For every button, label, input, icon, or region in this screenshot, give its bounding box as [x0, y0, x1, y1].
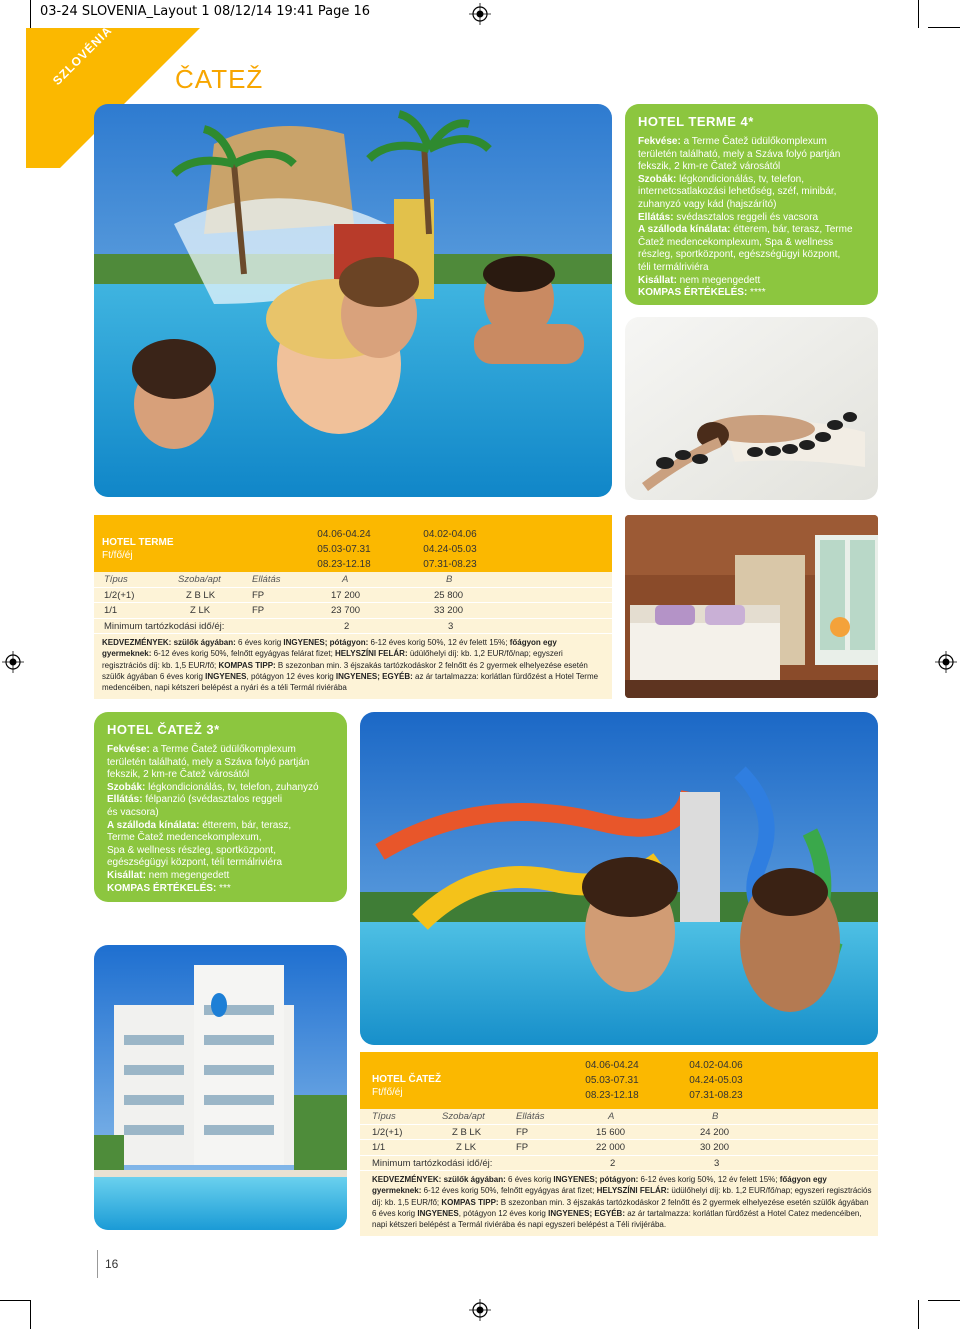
cell: 1/1 [104, 605, 118, 616]
info-line [107, 807, 337, 820]
col-b-header: B [712, 1111, 719, 1122]
info-line [107, 845, 337, 858]
note-key: INGYENES; pótágyon: [283, 638, 369, 647]
crop-mark [928, 27, 960, 28]
note-text: az ár tartalmazza: korlátlan fürdőzést a Hotel Terme medencéiben, napi kétszeri belépést a nyári és a téli Termál riviérába [102, 671, 599, 693]
cell: 33 200 [434, 605, 464, 616]
cell: 1/2(+1) [372, 1126, 403, 1138]
info-line [107, 883, 337, 896]
price-table-unit: Ft/fő/éj [372, 1087, 403, 1098]
info-line [107, 857, 337, 870]
table-row [360, 1125, 878, 1141]
crop-mark [928, 1300, 960, 1301]
col-type-header: Típus [104, 574, 128, 585]
info-line [638, 186, 868, 199]
info-line [638, 237, 868, 250]
period: 07.31-08.23 [423, 559, 477, 570]
note-text: B szezonban min. 3 éjszakás tartózkodáskor 2 felnőtt és 2 gyermek elhelyezése esetén szülők ágyában 6 éves korig [372, 1197, 869, 1218]
note-text: 6-12 éves korig 50%, felnőtt egyágyas felárat fizet; [151, 649, 336, 659]
info-value: fekszik, 2 km-re Čatež városától [638, 161, 781, 173]
info-value: a Terme Čatež üdülőkomplexum [149, 744, 296, 755]
info-value: fekszik, 2 km-re Čatež városától [107, 769, 250, 781]
hotel-catez-title: HOTEL ČATEŽ 3* [107, 722, 220, 737]
price-table-hotel-name: HOTEL TERME [102, 537, 174, 548]
info-value: légkondicionálás, tv, telefon, zuhanyzó [145, 781, 319, 793]
cell: Z B LK [186, 589, 216, 601]
info-value: részleg, sportközpont, egészségügyi központ, [638, 249, 841, 261]
min-stay-row [94, 619, 612, 635]
info-key: Szobák: [107, 781, 146, 793]
info-value: egészségügyi központ, téli termálriviéra [107, 857, 283, 869]
min-stay-b: 3 [448, 620, 454, 632]
note-key: főágyon egy gyermeknek: [372, 1175, 827, 1196]
spa-massage-photo [625, 317, 878, 500]
period: 04.02-04.06 [423, 529, 477, 540]
info-line [638, 224, 868, 237]
price-table-notes [94, 634, 612, 699]
period: 08.23-12.18 [585, 1090, 639, 1101]
col-room-header: Szoba/apt [442, 1111, 485, 1122]
cell: 25 800 [434, 589, 464, 601]
info-value: Čatež medencekomplexum, Spa & wellness [638, 236, 834, 248]
note-key: INGYENES [417, 1208, 459, 1218]
note-key: INGYENES; EGYÉB: [335, 671, 413, 681]
table-row [360, 1140, 878, 1156]
price-table-header [94, 515, 612, 572]
info-line [638, 174, 868, 187]
hotel-catez-details [107, 744, 337, 895]
min-stay-b: 3 [714, 1157, 720, 1169]
price-table-body [94, 572, 612, 699]
note-key: KEDVEZMÉNYEK: szülők ágyában: [372, 1175, 506, 1184]
period: 04.06-04.24 [317, 529, 371, 540]
cell: FP [252, 605, 265, 616]
note-key: KOMPAS TIPP: [441, 1197, 499, 1207]
info-line [638, 275, 868, 288]
cell: 15 600 [596, 1126, 626, 1138]
note-text: 6-12 éves korig 50%, felnőtt egyágyas árat fizet; [421, 1186, 597, 1196]
info-key: Kisállat: [107, 869, 146, 881]
price-table-notes [360, 1171, 878, 1236]
info-line [638, 287, 868, 300]
info-value: területén található, mely a Száva folyó partján [638, 148, 841, 160]
info-key: A szálloda kínálata: [638, 224, 731, 236]
info-key: Szobák: [638, 173, 677, 185]
info-line [638, 161, 868, 174]
cell: FP [516, 1142, 529, 1153]
info-value: svédasztalos reggeli és vacsora [673, 211, 819, 223]
crop-mark [918, 0, 919, 28]
season-b-periods [410, 527, 490, 572]
cell: FP [516, 1126, 529, 1138]
note-text: üdülőhelyi díj: kb. 1,2 EUR/fő/nap; egyszeri regisztrációs díj: kb. 1,5 EUR/fő; [102, 649, 563, 670]
info-line [638, 212, 868, 225]
note-key: HELYSZÍNI FELÁR: [335, 649, 408, 659]
cell: 17 200 [331, 589, 361, 601]
note-key: INGYENES [205, 671, 247, 681]
info-value: a Terme Čatež üdülőkomplexum [680, 136, 827, 147]
note-key: INGYENES; EGYÉB: [548, 1208, 625, 1218]
period: 04.24-05.03 [689, 1075, 743, 1086]
registration-mark-icon [2, 651, 24, 673]
table-header-row [94, 572, 612, 588]
note-key: főágyon egy gyermeknek: [102, 638, 557, 659]
note-key: KOMPAS TIPP: [218, 660, 276, 670]
cell: Z LK [190, 605, 211, 616]
hotel-terme-details [638, 136, 868, 300]
period: 04.06-04.24 [585, 1060, 639, 1071]
water-slides-photo [360, 712, 878, 1045]
cell: 1/2(+1) [104, 589, 135, 601]
info-key: Fekvése: [638, 136, 681, 147]
info-line [638, 249, 868, 262]
cell: 30 200 [700, 1142, 730, 1153]
slug-text: 03-24 SLOVENIA_Layout 1 08/12/14 19:41 Page 16 [40, 4, 370, 19]
note-text: 6-12 éves korig 50%, 12 év felett 15%; [368, 638, 510, 647]
info-line [107, 769, 337, 782]
crop-mark [30, 0, 31, 28]
note-text: üdülőhelyi díj: kb. 1,2 EUR/fő/nap; egyszeri regisztrációs díj: kb. 1,5 EUR/fő; [372, 1186, 872, 1207]
info-value: területén található, mely a Száva folyó partján [107, 756, 310, 768]
hotel-terme-info-box [625, 104, 878, 305]
crop-mark [918, 1300, 919, 1329]
note-key: HELYSZÍNI FELÁR: [596, 1186, 670, 1196]
note-key: INGYENES; pótágyon: [553, 1175, 639, 1184]
period: 08.23-12.18 [317, 559, 371, 570]
info-line [107, 744, 337, 757]
hotel-catez-info-box [94, 712, 347, 902]
info-line [107, 757, 337, 770]
season-a-periods [572, 1058, 652, 1103]
cell: 1/1 [372, 1142, 386, 1153]
note-text: , pótágyon 12 éves korig [246, 671, 336, 681]
period: 05.03-07.31 [317, 544, 371, 555]
page-number-rule [97, 1250, 98, 1278]
info-key: Ellátás: [107, 794, 143, 806]
info-line [107, 782, 337, 795]
info-key: Kisállat: [638, 274, 677, 286]
info-key: Ellátás: [638, 211, 674, 223]
info-value: és vacsora) [107, 806, 159, 818]
crop-mark [30, 1300, 31, 1329]
info-value: téli termálriviéra [638, 261, 709, 273]
info-value: Terme Čatež medencekomplexum, [107, 832, 262, 844]
page-number: 16 [105, 1257, 119, 1271]
col-b-header: B [446, 574, 453, 585]
note-text: 6 éves korig [235, 638, 284, 647]
min-stay-row [360, 1156, 878, 1172]
table-row [94, 588, 612, 604]
info-value: étterem, bár, terasz, [199, 819, 292, 831]
info-value: nem megengedett [145, 869, 230, 881]
col-a-header: A [342, 574, 349, 585]
info-line [107, 794, 337, 807]
pool-family-photo [94, 104, 612, 497]
country-label: SZLOVÉNIA [50, 23, 115, 88]
price-table-header [360, 1052, 878, 1109]
info-value: Spa & wellness részleg, sportközpont, [107, 844, 276, 856]
info-value: zuhanyzó vagy kád (hajszárító) [638, 198, 777, 210]
note-text: B szezonban min. 3 éjszakás tartózkodáskor 2 felnőtt és 2 gyermek elhelyezése esetén szülők ágyában 6 éves korig [102, 660, 588, 681]
info-line [638, 149, 868, 162]
hotel-room-photo [625, 515, 878, 698]
hotel-catez-price-table [360, 1052, 878, 1236]
price-table-body [360, 1109, 878, 1236]
note-text: , pótágyon 12 éves korig [458, 1208, 549, 1218]
cell: 24 200 [700, 1126, 730, 1138]
registration-mark-icon [469, 3, 491, 25]
col-board-header: Ellátás [252, 574, 281, 585]
info-key: Fekvése: [107, 744, 150, 755]
info-line [638, 262, 868, 275]
info-line [638, 136, 868, 149]
cell: 23 700 [331, 605, 361, 616]
info-key: A szálloda kínálata: [107, 819, 200, 831]
info-line [107, 870, 337, 883]
col-room-header: Szoba/apt [178, 574, 221, 585]
season-b-periods [676, 1058, 756, 1103]
info-value: légkondicionálás, tv, telefon, [676, 173, 805, 185]
period: 04.02-04.06 [689, 1060, 743, 1071]
table-header-row [360, 1109, 878, 1125]
crop-mark [0, 1300, 30, 1301]
note-text: az ár tartalmazza: korlátlan fürdőzést a Hotel Catez medencéiben, napi kétszeri belépést a Termál riviérába és napi egyszeri belépést a Téli rivijérába. [372, 1208, 862, 1230]
info-value: nem megengedett [676, 274, 761, 286]
min-stay-a: 2 [344, 620, 350, 632]
registration-mark-icon [469, 1299, 491, 1321]
info-value: *** [216, 882, 231, 894]
min-stay-a: 2 [610, 1157, 616, 1169]
note-text: 6-12 éves korig 50%, 12 év felett 15%; [638, 1175, 780, 1184]
info-key: KOMPAS ÉRTÉKELÉS: [107, 882, 217, 894]
min-stay-label: Minimum tartózkodási idő/éj: [372, 1157, 493, 1169]
cell: 22 000 [596, 1142, 626, 1153]
cell: Z LK [456, 1142, 477, 1153]
col-type-header: Típus [372, 1111, 396, 1122]
info-line [107, 832, 337, 845]
price-table-hotel-name: HOTEL ČATEŽ [372, 1074, 442, 1085]
period: 04.24-05.03 [423, 544, 477, 555]
period: 05.03-07.31 [585, 1075, 639, 1086]
min-stay-label: Minimum tartózkodási idő/éj: [104, 620, 225, 632]
hotel-terme-price-table [94, 515, 612, 699]
page-title: ČATEŽ [175, 64, 264, 94]
note-text: 6 éves korig [505, 1175, 554, 1184]
price-table-unit: Ft/fő/éj [102, 550, 133, 561]
cell: FP [252, 589, 265, 601]
info-line [107, 820, 337, 833]
col-a-header: A [608, 1111, 615, 1122]
season-a-periods [304, 527, 384, 572]
table-row [94, 603, 612, 619]
info-value: étterem, bár, terasz, Terme [730, 224, 853, 236]
hotel-terme-title: HOTEL TERME 4* [638, 114, 754, 129]
info-key: KOMPAS ÉRTÉKELÉS: [638, 287, 748, 299]
info-value: internetcsatlakozási lehetőség, széf, minibár, [638, 186, 837, 198]
col-board-header: Ellátás [516, 1111, 545, 1122]
note-key: KEDVEZMÉNYEK: szülők ágyában: [102, 638, 236, 647]
info-line [638, 199, 868, 212]
registration-mark-icon [935, 651, 957, 673]
info-value: félpanzió (svédasztalos reggeli [142, 794, 283, 806]
info-value: **** [747, 287, 766, 299]
period: 07.31-08.23 [689, 1090, 743, 1101]
cell: Z B LK [452, 1126, 482, 1138]
hotel-building-photo [94, 945, 347, 1230]
